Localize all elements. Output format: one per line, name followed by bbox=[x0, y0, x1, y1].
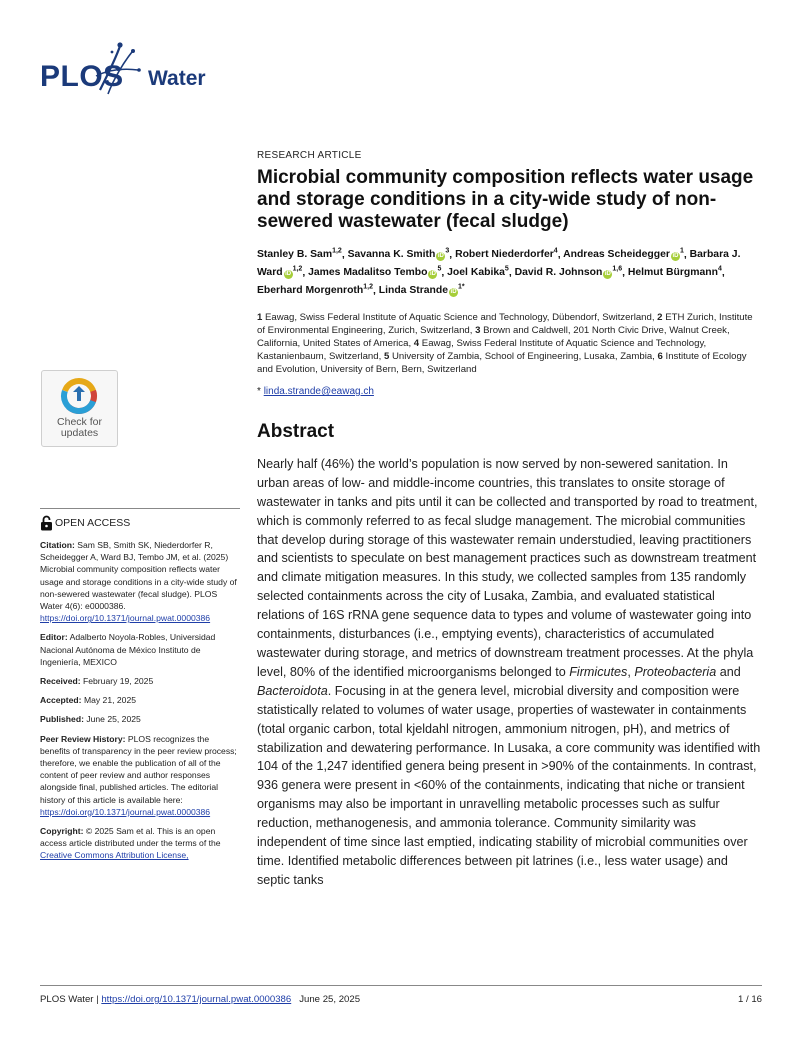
author-10[interactable]: Linda Strande $iD^{1*}$ bbox=[378, 283, 465, 297]
open-access-label: OPEN ACCESS bbox=[55, 517, 131, 529]
footer-doi-link[interactable]: https://doi.org/10.1371/journal.pwat.0000386 bbox=[101, 994, 292, 1005]
check-updates-icon bbox=[60, 377, 98, 415]
peer-review-history: Peer Review History: PLOS recognizes the benefits of transparency in the peer review process; therefore, we enable the publication of all of the content of peer review and author responses alongside final, published articles. The editorial history of this article is available here: https://doi.org/10.1371/journal.pwat.0000386 bbox=[40, 733, 237, 817]
open-lock-icon bbox=[40, 515, 53, 531]
citation-doi-link[interactable]: https://doi.org/10.1371/journal.pwat.0000386 bbox=[40, 613, 211, 624]
corresponding-author: * linda.strande@eawag.ch bbox=[257, 385, 374, 397]
license-link[interactable]: Creative Commons Attribution License, bbox=[40, 850, 189, 861]
logo-journal: Water bbox=[148, 67, 206, 90]
author-8[interactable]: Helmut Bürgmann$^4$ bbox=[627, 265, 722, 279]
open-access-badge bbox=[40, 515, 240, 531]
citation: Citation: Sam SB, Smith SK, Niederdorfer R, Scheidegger A, Ward BJ, Tembo JM, et al. (2025) Microbial community composition reflects water usage and storage conditions in a city-wide study of non-sewered wastewater (fecal sludge). PLOS Water 4(6): e0000386. https://doi.org/10.1371/journal.pwat.0000386 bbox=[40, 540, 237, 624]
orcid-icon[interactable]: iD bbox=[437, 253, 444, 260]
corresponding-email-link[interactable]: linda.strande@eawag.ch bbox=[263, 385, 374, 397]
author-list: Stanley B. Sam$^{1,2}$, Savanna K. Smith $iD^3$, Robert Niederdorfer$^4$, Andreas Scheidegger $iD^1$, Barbara J. Ward iD$^{1,2}$, James Madalitso Tembo $iD^5$, Joel Kabika$^5$, David R. Johnson iD$^{1,6}$, Helmut Bürgmann$^4$, Eberhard Morgenroth$^{1,2}$, Linda Strande $iD^{1*}$ bbox=[257, 248, 741, 297]
footer-journal: PLOS Water bbox=[40, 994, 94, 1005]
author-9[interactable]: Eberhard Morgenroth$^{1,2}$ bbox=[257, 283, 373, 297]
orcid-icon[interactable]: iD bbox=[672, 253, 679, 260]
author-5[interactable]: James Madalitso Tembo $iD^5$ bbox=[308, 265, 442, 279]
footer-date: June 25, 2025 bbox=[299, 994, 361, 1005]
affiliations: 1 Eawag, Swiss Federal Institute of Aquatic Science and Technology, Dübendorf, Switzerland, 2 ETH Zurich, Institute of Environmental Engineering, Zurich, Switzerland, 3 Brown and Caldwell, 201 North Civic Drive, Walnut Creek, California, United States of America, 4 Eawag, Swiss Federal Institute of Aquatic Science and Technology, Kastanienbaum, Switzerland, 5 University of Zambia, School of Engineering, Lusaka, Zambia, 6 Institute of Ecology and Evolution, University of Bern, Bern, Switzerland bbox=[257, 311, 753, 375]
author-0[interactable]: Stanley B. Sam$^{1,2}$ bbox=[257, 248, 342, 261]
orcid-icon[interactable]: iD bbox=[429, 271, 436, 278]
check-for-updates-button[interactable] bbox=[41, 370, 118, 447]
published-date: Published: June 25, 2025 bbox=[40, 714, 141, 725]
author-2[interactable]: Robert Niederdorfer$^4$ bbox=[455, 248, 558, 261]
orcid-icon[interactable]: iD bbox=[604, 271, 611, 278]
abstract-heading: Abstract bbox=[257, 420, 335, 442]
abstract-text: Nearly half (46%) the world’s population is now served by non-sewered sanitation. In urban areas of low- and middle-income countries, this translates to onsite storage of wastewater in tanks and pits until it can be collected and transported by road to treatment, which is commonly referred to as fecal sludge management. The microbial communities that develop during storage of this wastewater remain understudied, leaving practitioners and scientists to speculate on best management practices such as downstream treatment and climate mitigation measures. In this study, we collected samples from 135 randomly selected containments across the city of Lusaka, Zambia, and evaluated statistical relations of 16S rRNA gene sequence data to types and volume of wastewater going into containments, disturbances (i.e., emptying events), characteristics of accumulated wastewater during storage, and metrics of downstream treatment processes. At the phyla level, 80% of the identified microorganisms belonged to Firmicutes, Proteobacteria and Bacteroidota. Focusing in at the genera level, microbial diversity and composition were statistically related to volumes of water usage, properties of wastewater in containments (total organic carbon, total kjeldahl nitrogen, ammonium nitrogen, pH), and metrics of stabilization and dewatering performance. In Lusaka, a core community was identified with 104 of the 1,247 identified genera being present in >90% of the containments. In contrast, 936 genera were present in <60% of the containments, indicating that niche or transient organisms may also be important in unravelling metabolic processes such as sulfur reduction, methanogenesis, and ammonia tolerance. Community similarity was independent of time since last emptied, indicating stability of microbial communities over time. Identified metabolic differences between pit latrines (i.e., less water usage) and septic tanks bbox=[257, 456, 761, 887]
author-6[interactable]: Joel Kabika$^5$ bbox=[447, 265, 509, 279]
page-number: 1 / 16 bbox=[737, 994, 762, 1005]
copyright: Copyright: © 2025 Sam et al. This is an open access article distributed under the terms of the Creative Commons Attribution License, bbox=[40, 826, 221, 861]
orcid-icon[interactable]: iD bbox=[450, 289, 457, 296]
article-title: Microbial community composition reflects water usage and storage conditions in a city-wide study of non-sewered wastewater (fecal sludge) bbox=[257, 167, 754, 232]
peer-review-link[interactable]: https://doi.org/10.1371/journal.pwat.0000386 bbox=[40, 806, 211, 817]
author-3[interactable]: Andreas Scheidegger $iD^1$ bbox=[563, 248, 684, 261]
editor: Editor: Adalberto Noyola-Robles, Universidad Nacional Autónoma de México Instituto de Ingeniería, MEXICO bbox=[40, 632, 216, 667]
author-4[interactable]: Barbara J. Ward iD$^{1,2}$ bbox=[257, 249, 741, 279]
article-sidebar bbox=[40, 508, 240, 869]
article-main bbox=[257, 150, 762, 890]
accepted-date: Accepted: May 21, 2025 bbox=[40, 695, 137, 706]
journal-logo[interactable] bbox=[40, 40, 240, 100]
author-7[interactable]: David R. Johnson iD$^{1,6}$ bbox=[514, 265, 623, 279]
author-1[interactable]: Savanna K. Smith $iD^3$ bbox=[347, 248, 450, 261]
article-type: RESEARCH ARTICLE bbox=[257, 150, 362, 161]
logo-brand: PLOS bbox=[40, 60, 124, 93]
orcid-icon[interactable]: iD bbox=[285, 271, 292, 278]
page-footer: PLOS Water | https://doi.org/10.1371/journal.pwat.0000386 June 25, 2025 1 / 16 bbox=[40, 985, 762, 1005]
check-updates-label: Check for updates bbox=[57, 416, 102, 439]
received-date: Received: February 19, 2025 bbox=[40, 676, 154, 687]
